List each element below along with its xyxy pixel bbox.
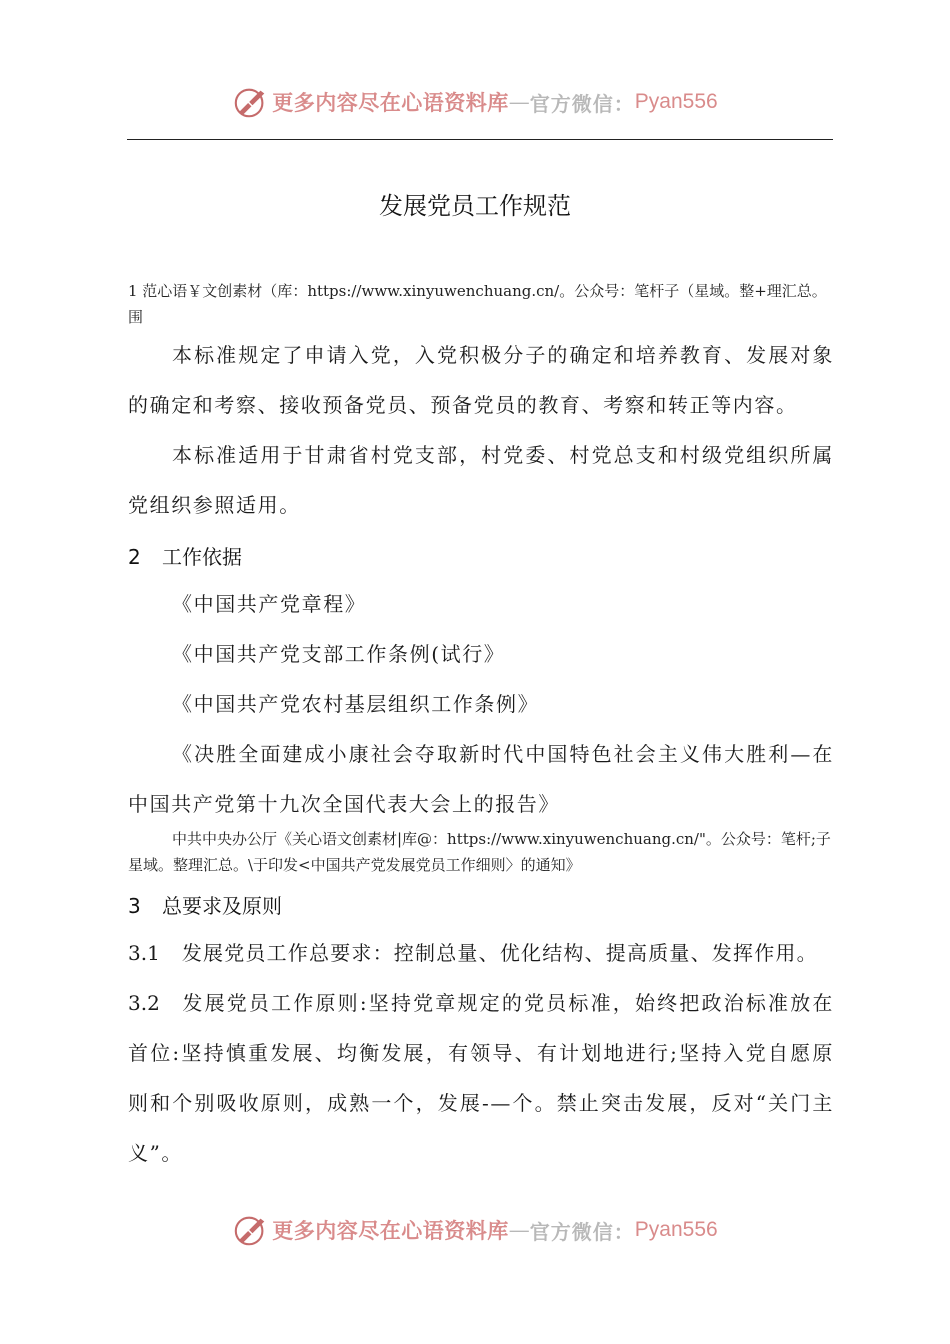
section3-title: 总要求及原则: [162, 894, 282, 918]
reference-note: 中共中央办公厅《关心语文创素材|库@：https://www.xinyuwenchuang.cn/"。公众号：笔杆;子星域。整理汇总。\于印发<中国共产党发展党员工作细则〉的通知》: [128, 830, 831, 874]
item-3-2: [128, 978, 834, 1178]
item-3-2-text: 发展党员工作原则:坚持党章规定的党员标准，始终把政治标准放在首位:坚持慎重发展、均衡发展，有领导、有计划地进行;坚持入党自愿原则和个别吸收原则，成熟一个，发展-—个。禁止突击发展，反对“关门主义”。: [128, 991, 834, 1165]
reference-item: 《决胜全面建成小康社会夺取新时代中国特色社会主义伟大胜利—在中国共产党第十九次全国代表大会上的报告》: [128, 742, 834, 816]
pen-circle-logo-icon: [232, 1211, 270, 1249]
page-title: 发展党员工作规范: [379, 192, 571, 220]
section2-title: 工作依据: [162, 545, 242, 569]
reference-item: 《中国共产党章程》: [172, 592, 367, 616]
item-3-1: [128, 928, 834, 978]
banner-text: 更多内容尽在心语资料库: [272, 1218, 509, 1243]
watermark-banner-top: [0, 82, 950, 122]
section2-number: 2: [128, 545, 141, 569]
item-3-2-number: 3.2: [128, 991, 160, 1015]
banner-separator: —: [508, 90, 530, 114]
section2-heading: [128, 541, 834, 570]
watermark-banner-bottom: [0, 1210, 950, 1250]
banner-text: 更多内容尽在心语资料库: [272, 90, 509, 115]
banner-wechat-id: Pyan556: [634, 1218, 718, 1241]
banner-wechat-label: 官方微信：: [529, 91, 635, 116]
pen-circle-logo-icon: [232, 83, 270, 121]
section3-number: 3: [128, 894, 141, 918]
reference-item: 《中国共产党农村基层组织工作条例》: [172, 692, 540, 716]
section3-heading: [128, 890, 834, 919]
item-3-1-text: 发展党员工作总要求：控制总量、优化结构、提高质量、发挥作用。: [181, 941, 818, 965]
reference-item: 《中国共产党支部工作条例(试行》: [172, 642, 506, 666]
paragraph-applicability: 本标准适用于甘肃省村党支部，村党委、村党总支和村级党组织所属党组织参照适用。: [128, 443, 834, 517]
banner-wechat-id: Pyan556: [634, 90, 718, 113]
banner-separator: —: [508, 1218, 530, 1242]
banner-wechat-label: 官方微信：: [529, 1219, 635, 1244]
item-3-1-number: 3.1: [128, 941, 160, 965]
paragraph-scope: 本标准规定了申请入党，入党积极分子的确定和培养教育、发展对象的确定和考察、接收预备党员、预备党员的教育、考察和转正等内容。: [128, 343, 834, 417]
header-rule: [127, 139, 833, 140]
section1-note: 1 范心语￥文创素材（库：https://www.xinyuwenchuang.cn/。公众号：笔杆子（星域。整+理汇总。围: [128, 282, 827, 326]
